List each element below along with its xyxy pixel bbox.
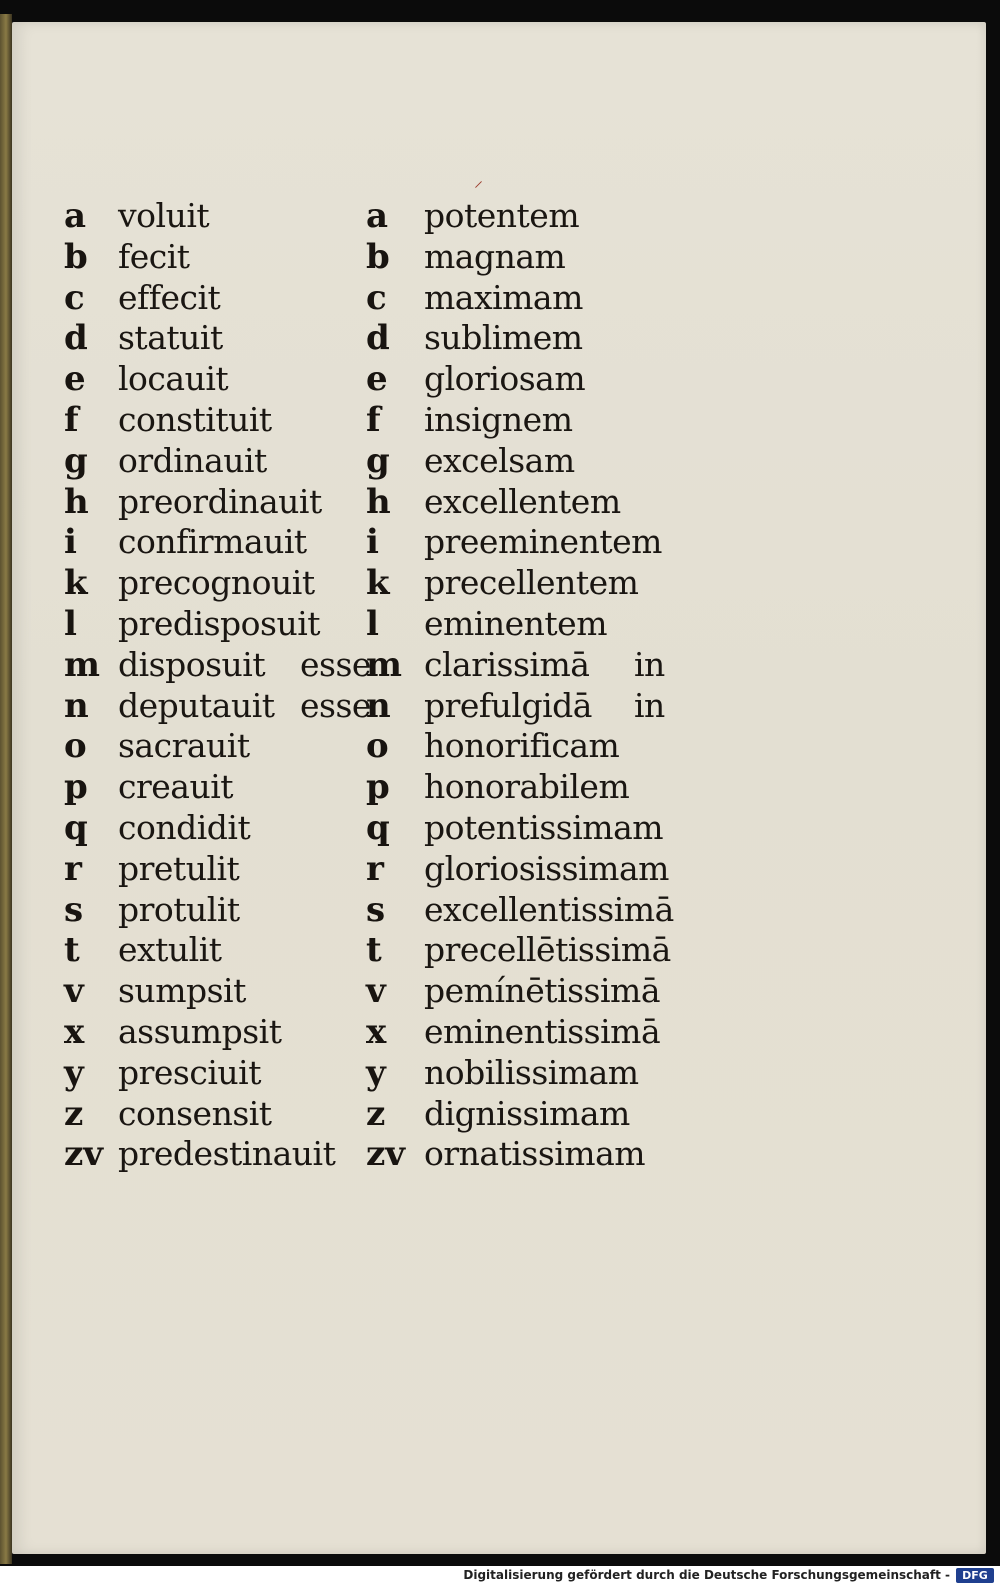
right-row-suffix (634, 971, 684, 1012)
left-row-suffix (300, 726, 362, 767)
left-row-word: fecit (118, 236, 190, 276)
right-row-word: precellētissimā (424, 930, 671, 970)
right-row-suffix (634, 318, 684, 359)
right-row-letter: h (366, 481, 391, 522)
right-row-suffix (634, 196, 684, 237)
left-row-word: ordinauit (118, 440, 267, 480)
right-row-suffix: in (634, 685, 665, 725)
right-row-letter: q (366, 807, 390, 848)
left-row-suffix (300, 522, 362, 563)
right-row-word: maximam (424, 277, 583, 317)
right-row-suffix (634, 1012, 684, 1053)
left-row-letter: b (64, 236, 88, 277)
left-row-suffix (300, 278, 362, 319)
left-row-letter: r (64, 848, 82, 889)
left-row-suffix (300, 563, 362, 604)
left-row-word: disposuit (118, 644, 266, 684)
right-row-word: clarissimā (424, 644, 590, 684)
right-row-word: honorabilem (424, 767, 630, 807)
right-row-word: prefulgidā (424, 685, 592, 725)
right-row-word: dignissimam (424, 1093, 630, 1133)
left-row-word: consensit (118, 1093, 272, 1133)
right-row-word: preeminentem (424, 522, 662, 562)
right-row-suffix (634, 441, 684, 482)
left-row-letter: a (64, 196, 87, 236)
left-row-letter: c (64, 277, 85, 318)
left-row-word: protulit (118, 889, 240, 929)
left-row-suffix (300, 237, 362, 278)
left-row-letter: p (64, 767, 88, 808)
right-row-letter: a (366, 196, 389, 236)
right-row-word: magnam (424, 236, 566, 276)
left-row-suffix: esse (300, 644, 371, 684)
right-letter-column (366, 196, 418, 1175)
left-row-suffix (300, 930, 362, 971)
left-row-word: precognouit (118, 563, 315, 603)
right-row-word: potentem (424, 196, 580, 235)
right-row-suffix (634, 1094, 684, 1135)
right-row-suffix (634, 522, 684, 563)
left-row-suffix (300, 441, 362, 482)
left-row-letter: q (64, 807, 88, 848)
left-row-letter: f (64, 399, 79, 440)
right-row-word: sublimem (424, 318, 583, 358)
left-row-suffix: esse (300, 685, 371, 725)
right-row-letter: r (366, 848, 384, 889)
right-row-word: gloriosissimam (424, 848, 669, 888)
left-row-letter: t (64, 930, 80, 971)
left-row-letter: n (64, 685, 89, 726)
left-row-letter: y (64, 1052, 84, 1093)
right-row-word: gloriosam (424, 359, 586, 399)
right-row-suffix (634, 930, 684, 971)
left-row-word: voluit (118, 196, 210, 235)
right-row-suffix (634, 767, 684, 808)
book-spine-edge (0, 14, 12, 1564)
right-row-word: eminentem (424, 603, 607, 643)
left-row-suffix (300, 482, 362, 523)
left-row-word: presciuit (118, 1052, 261, 1092)
left-row-suffix (300, 890, 362, 931)
left-row-word: predestinauit (118, 1134, 336, 1174)
right-row-suffix (634, 890, 684, 931)
ink-mark: ⸍ (474, 178, 483, 199)
right-row-suffix (634, 482, 684, 523)
left-row-word: sacrauit (118, 726, 250, 766)
right-row-letter: t (366, 930, 382, 971)
left-row-word: locauit (118, 359, 229, 399)
right-row-word: nobilissimam (424, 1052, 639, 1092)
right-row-word: precellentem (424, 563, 639, 603)
left-row-suffix (300, 359, 362, 400)
footer-bar (0, 1566, 1000, 1586)
left-row-letter: h (64, 481, 89, 522)
left-row-word: condidit (118, 807, 251, 847)
left-row-word: deputauit (118, 685, 275, 725)
left-row-word: constituit (118, 399, 272, 439)
right-row-letter: i (366, 522, 379, 563)
right-row-letter: k (366, 563, 390, 604)
right-row-letter: g (366, 440, 390, 481)
right-row-suffix (634, 359, 684, 400)
right-row-suffix (634, 563, 684, 604)
left-row-letter: z (64, 1093, 84, 1134)
right-row-letter: d (366, 318, 390, 359)
left-row-letter: zv (64, 1134, 104, 1175)
left-row-word: sumpsit (118, 971, 246, 1011)
right-row-word: eminentissimā (424, 1011, 661, 1051)
left-row-word: extulit (118, 930, 222, 970)
right-row-suffix: in (634, 644, 665, 684)
right-row-suffix (634, 278, 684, 319)
left-row-letter: m (64, 644, 100, 685)
right-row-letter: p (366, 767, 390, 808)
right-row-suffix (634, 849, 684, 890)
right-row-letter: f (366, 399, 381, 440)
left-row-letter: i (64, 522, 77, 563)
left-row-letter: s (64, 889, 84, 930)
right-row-letter: y (366, 1052, 386, 1093)
left-row-word: pretulit (118, 848, 240, 888)
left-row-suffix (300, 767, 362, 808)
left-row-letter: k (64, 563, 88, 604)
right-row-word: honorificam (424, 726, 620, 766)
right-row-letter: m (366, 644, 402, 685)
right-row-letter: v (366, 971, 386, 1012)
right-row-letter: s (366, 889, 386, 930)
right-row-word: pemínētissimā (424, 971, 660, 1011)
left-suffix-column (300, 196, 371, 1175)
right-row-suffix (634, 726, 684, 767)
left-row-suffix (300, 604, 362, 645)
left-row-suffix (300, 196, 362, 237)
left-row-word: predisposuit (118, 603, 321, 643)
left-row-suffix (300, 1134, 362, 1175)
left-row-suffix (300, 808, 362, 849)
right-row-suffix (634, 808, 684, 849)
left-row-letter: o (64, 726, 87, 767)
right-row-suffix (634, 400, 684, 441)
right-row-letter: c (366, 277, 387, 318)
left-row-suffix (300, 971, 362, 1012)
left-row-letter: g (64, 440, 88, 481)
right-row-word: excellentissimā (424, 889, 674, 929)
left-row-letter: v (64, 971, 84, 1012)
left-letter-column (64, 196, 114, 1175)
dfg-logo: DFG (956, 1568, 994, 1583)
left-row-suffix (300, 1094, 362, 1135)
left-row-word: assumpsit (118, 1011, 282, 1051)
footer-credit: Digitalisierung gefördert durch die Deutsche Forschungsgemeinschaft - (463, 1568, 950, 1582)
right-row-letter: l (366, 603, 379, 644)
left-row-word: statuit (118, 318, 223, 358)
right-row-word: insignem (424, 399, 573, 439)
right-row-word: excellentem (424, 481, 621, 521)
right-row-word: potentissimam (424, 807, 664, 847)
right-row-letter: o (366, 726, 389, 767)
right-row-suffix (634, 604, 684, 645)
left-row-word: preordinauit (118, 481, 322, 521)
left-row-suffix (300, 318, 362, 359)
right-row-letter: x (366, 1011, 387, 1052)
right-suffix-column (634, 196, 684, 1175)
right-row-word: ornatissimam (424, 1134, 646, 1174)
left-row-letter: l (64, 603, 77, 644)
left-row-suffix (300, 400, 362, 441)
left-row-word: effecit (118, 277, 221, 317)
right-row-letter: e (366, 359, 388, 400)
right-row-suffix (634, 237, 684, 278)
right-row-suffix (634, 1134, 684, 1175)
left-row-suffix (300, 849, 362, 890)
right-row-letter: n (366, 685, 391, 726)
left-row-word: confirmauit (118, 522, 307, 562)
right-row-letter: b (366, 236, 390, 277)
left-row-letter: e (64, 359, 86, 400)
right-row-letter: zv (366, 1134, 406, 1175)
left-row-suffix (300, 1012, 362, 1053)
right-row-letter: z (366, 1093, 386, 1134)
right-row-word: excelsam (424, 440, 575, 480)
left-row-letter: d (64, 318, 88, 359)
left-row-suffix (300, 1053, 362, 1094)
left-row-word: creauit (118, 767, 234, 807)
left-row-letter: x (64, 1011, 85, 1052)
right-row-suffix (634, 1053, 684, 1094)
